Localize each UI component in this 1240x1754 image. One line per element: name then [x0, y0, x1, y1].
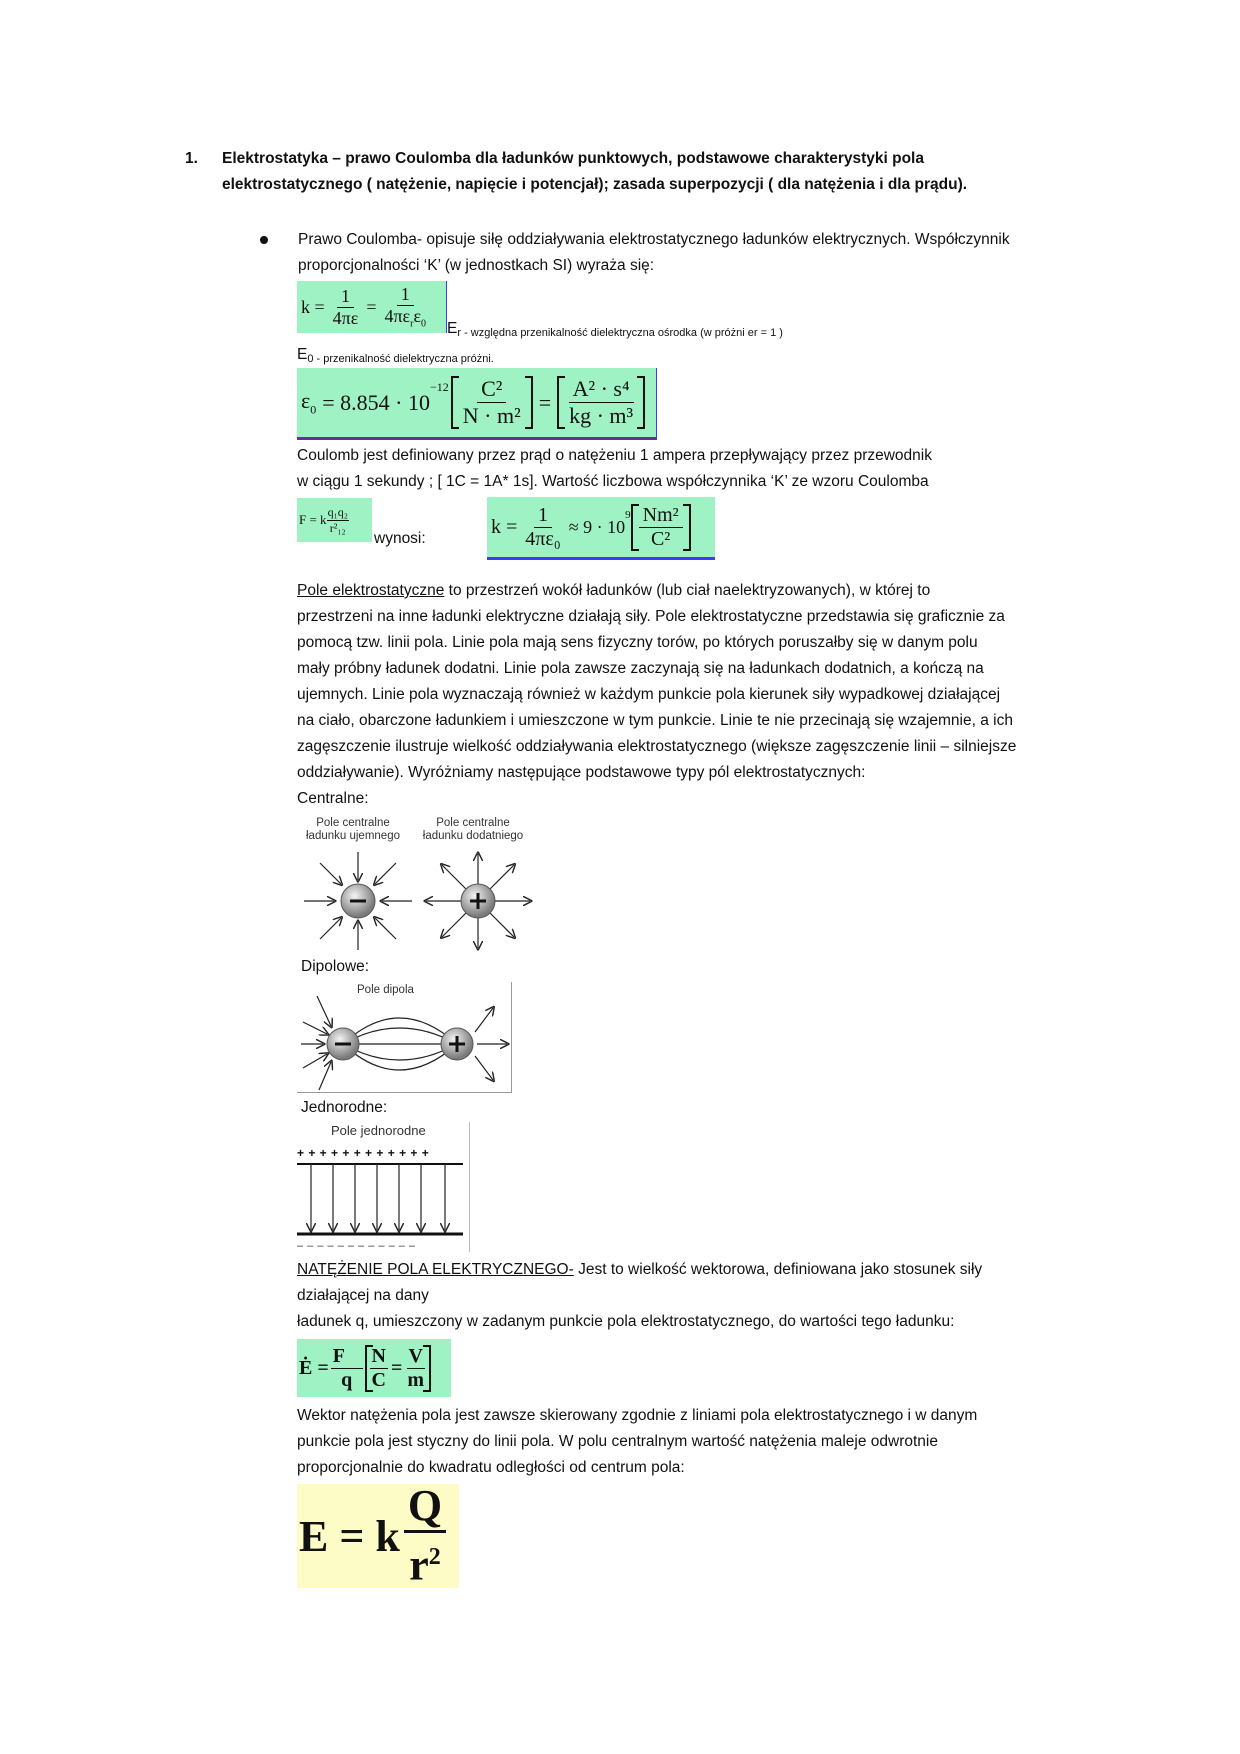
wynosi-label: wynosi:: [374, 530, 426, 547]
e0-unit-num: C²: [477, 376, 506, 403]
field-line2: przestrzeni na inne ładunki elektryczne działają siły. Pole elektrostatyczne przedstawia się graficznie za: [297, 608, 1005, 625]
section-number: 1.: [185, 150, 198, 167]
cap-dipole: Pole dipola: [357, 984, 414, 996]
E-vec-lhs: Ė =: [299, 1356, 329, 1379]
coulomb-line2: proporcjonalności ‘K’ (w jednostkach SI) wyraża się:: [298, 257, 655, 274]
plus-row: + + + + + + + + + + + +: [297, 1146, 430, 1160]
F-lhs: F = k: [299, 512, 327, 527]
intensity-line1: [297, 1257, 982, 1283]
intensity-p1: Jest to wielkość wektorowa, definiowana jako stosunek siły: [573, 1261, 983, 1278]
E-unit-frac2: [405, 1345, 426, 1392]
centralne-label: Centralne:: [297, 790, 369, 807]
field-title: Pole elektrostatyczne: [297, 582, 445, 599]
k2-approx: ≈ 9 · 10: [568, 516, 626, 537]
cap-uniform: Pole jednorodne: [331, 1123, 426, 1138]
E-unit-bracket: [365, 1345, 432, 1392]
er-description: Er - względna przenikalność dielektryczna ośrodka (w próżni er = 1 ): [447, 320, 783, 339]
E-big-lhs: E = k: [299, 1511, 400, 1561]
e0-unit-bracket: [451, 376, 533, 429]
F-frac: [327, 505, 349, 536]
F-num: q₁q₂: [327, 504, 348, 519]
field-line3: pomocą tzw. linii pola. Linie pola mają sens fizyczny torów, po których poruszałby się w danym polu: [297, 634, 978, 651]
intensity-title: NATĘŻENIE POLA ELEKTRYCZNEGO-: [297, 1261, 574, 1278]
uniform-field-diagram: [297, 1122, 469, 1252]
k-den2: $4\pi\varepsilon_r\varepsilon_0$: [384, 306, 427, 330]
E-big-num: Q: [404, 1482, 446, 1533]
central-fields-diagram: [298, 850, 538, 952]
k-frac1: [329, 286, 363, 329]
intensity-line3: ładunek q, umieszczony w zadanym punkcie pola elektrostatycznego, do wartości tego ładunku:: [297, 1313, 955, 1330]
e0-lhs: $\varepsilon_0$: [301, 387, 317, 417]
k-value-formula: [487, 497, 715, 560]
intensity-line6: proporcjonalnie do kwadratu odległości od centrum pola:: [297, 1459, 685, 1476]
e0-unit-frac: [459, 376, 525, 429]
bullet-icon: [260, 236, 268, 244]
k2-den: 4πε₀: [525, 527, 561, 550]
e0-unit2-den: kg · m³: [569, 403, 634, 428]
k-num2: 1: [397, 284, 414, 306]
F-den: r²₁₂: [329, 520, 346, 535]
k2-frac: [521, 504, 564, 551]
e0-unit2-num: A² · s⁴: [569, 376, 634, 403]
section-title-line1: Elektrostatyka – prawo Coulomba dla ładunków punktowych, podstawowe charakterystyki pola: [222, 150, 924, 167]
field-line7: zagęszczenie ilustruje wielkość oddziaływania elektrostatycznego (większe zagęszczenie linii – silniejsze: [297, 738, 1017, 755]
E-unit-num2: V: [408, 1344, 423, 1367]
field-line1: [297, 578, 930, 604]
e0-value: = 8.854 · 10: [322, 389, 430, 415]
k-formula-box: [297, 281, 447, 333]
dipole-diagram: [297, 982, 511, 1092]
cap-neg1: Pole centralne: [316, 817, 390, 829]
k2-unit-den: C²: [650, 527, 671, 550]
k-frac2: [380, 284, 430, 330]
e0-unit2-frac: [565, 376, 637, 429]
E-big-den-text: r: [409, 1540, 429, 1590]
field-line8: oddziaływanie). Wyróżniamy następujące podstawowe typy pól elektrostatycznych:: [297, 764, 866, 781]
minus-row: – – – – – – – – – – – –: [297, 1240, 416, 1252]
E-vec-frac: [331, 1345, 363, 1392]
E-vec-den: q: [341, 1368, 353, 1391]
field-line4: mały próbny ładunek dodatni. Linie pola zawsze zaczynają się na ładunkach dodatnich, a kończą na: [297, 660, 984, 677]
e0-description: E0 - przenikalność dielektryczna próżni.: [297, 346, 494, 365]
central-intensity-formula: [297, 1481, 459, 1590]
E-unit-eq: =: [390, 1356, 403, 1379]
E-unit-num1: N: [371, 1344, 386, 1367]
e0-desc-text: 0 - przenikalność dielektryczna próżni.: [307, 353, 494, 365]
E-vec-num: F⃗: [332, 1344, 361, 1367]
cap-pos2: ładunku dodatniego: [422, 830, 524, 842]
jednorodne-label: Jednorodne:: [301, 1099, 388, 1116]
field-p1: to przestrzeń wokół ładunków (lub ciał naelektryzowanych), w której to: [444, 582, 931, 599]
epsilon0-formula-box: [297, 368, 657, 440]
E-unit-den2: m: [407, 1368, 425, 1391]
section-title-line2: elektrostatycznego ( natężenie, napięcie i potencjał); zasada superpozycji ( dla natężenia i dla prądu).: [222, 176, 968, 193]
caption-negative-field: [298, 817, 408, 843]
E-big-den: $r^2$: [409, 1540, 441, 1590]
e0-unit2-bracket: [557, 376, 645, 429]
coulomb-line1: Prawo Coulomba- opisuje siłę oddziaływania elektrostatycznego ładunków elektrycznych. Współczynnik: [298, 231, 1010, 248]
coulomb-def-line1: Coulomb jest definiowany przez prąd o natężeniu 1 ampera przepływający przez przewodnik: [297, 447, 932, 464]
k2-unit-bracket: [631, 504, 691, 551]
k2-exp: 9: [625, 509, 631, 521]
E-unit-den1: C: [371, 1368, 386, 1391]
k2-lhs: k =: [491, 515, 518, 538]
intensity-line5: punkcie pola jest styczny do linii pola. W polu centralnym wartość natężenia maleje odwrotnie: [297, 1433, 938, 1450]
field-line5: ujemnych. Linie pola wyznaczają również w każdym punkcie pola kierunek siły wypadkowej działającej: [297, 686, 1001, 703]
k2-unit-num: Nm²: [639, 504, 683, 528]
k2-num: 1: [534, 504, 552, 528]
uniform-field-figure: [297, 1122, 470, 1252]
k-den1: 4πε: [332, 307, 359, 328]
e0-exp: −12: [429, 380, 449, 394]
k-num1: 1: [337, 286, 354, 308]
intensity-line2: działającej na dany: [297, 1287, 429, 1304]
coulomb-force-formula: [297, 498, 372, 542]
intensity-line4: Wektor natężenia pola jest zawsze skierowany zgodnie z liniami pola elektrostatycznego i w danym: [297, 1407, 978, 1424]
E-big-frac: [404, 1482, 446, 1590]
k-lhs: k =: [301, 296, 325, 317]
e0-symbol: ε: [301, 387, 311, 413]
k2-unit-frac: [639, 504, 683, 551]
dipolowe-label: Dipolowe:: [301, 958, 370, 975]
e0-unit-den: N · m²: [462, 403, 521, 428]
cap-neg2: ładunku ujemnego: [306, 830, 400, 842]
er-desc-text: r - względna przenikalność dielektryczna ośrodka (w próżni er = 1 ): [457, 327, 783, 339]
k-eq: =: [366, 296, 377, 317]
cap-pos1: Pole centralne: [436, 817, 510, 829]
k-den2-text: 4πε: [384, 306, 411, 327]
field-line6: na ciało, obarczone ładunkiem i umieszczone w tym punkcie. Linie te nie przecinają się wzajemnie, a ich: [297, 712, 1013, 729]
coulomb-def-line2: w ciągu 1 sekundy ; [ 1C = 1A* 1s]. Wartość liczbowa współczynnika ‘K’ ze wzoru Coulomba: [297, 473, 929, 490]
e0-eq: =: [538, 389, 552, 415]
dipole-figure: [297, 982, 512, 1093]
intensity-formula-box: [297, 1339, 451, 1397]
E-unit-frac1: [370, 1345, 388, 1392]
caption-positive-field: [418, 817, 528, 843]
